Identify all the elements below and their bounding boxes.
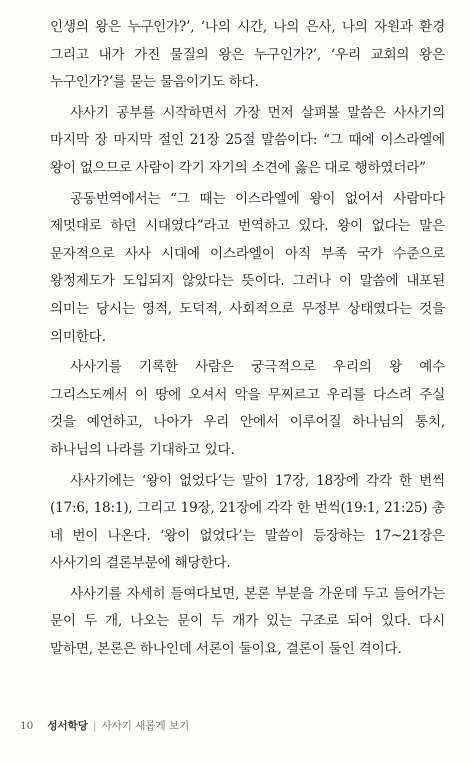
- page-footer: [20, 718, 189, 733]
- footer-separator: |: [92, 720, 97, 732]
- paragraph: 인생의 왕은 누구인가?’, ‘나의 시간, 나의 은사, 나의 자원과 환경 그리고 내가 가진 물질의 왕은 누구인가?’, ‘우리 교회의 왕은 누구인가?’를 묻는 물음이기도 하다.: [50, 19, 445, 91]
- paragraph: 사사기 공부를 시작하면서 가장 먼저 살펴볼 말씀은 사사기의 마지막 장 마지막 절인 21장 25절 말씀이다: “그 때에 이스라엘에 왕이 없으므로 사람이 각기 자기의 소견에 옳은 대로 행하였더라”: [50, 104, 445, 176]
- paragraph: 사사기를 기록한 사람은 궁극적으로 우리의 왕 예수 그리스도께서 이 땅에 오셔서 악을 무찌르고 우리를 다스려 주실 것을 예언하고, 나아가 우리 안에서 이루어질 하나님의 통치, 하나님의 나라를 기대하고 있다.: [50, 359, 445, 458]
- paragraph: 공동번역에서는 “그 때는 이스라엘에 왕이 없어서 사람마다 제멋대로 하던 시대였다”라고 번역하고 있다. 왕이 없다는 말은 문자적으로 사사 시대에 이스라엘이 아직 부족 국가 수준으로 왕정제도가 도입되지 않았다는 뜻이다. 그러나 이 말씀에 내포된 의미는 당시는 영적, 도덕적, 사회적으로 무정부 상태였다는 것을 의미한다.: [50, 190, 445, 345]
- book-title: 성서학당: [47, 720, 88, 732]
- paragraph: 사사기에는 ‘왕이 없었다’는 말이 17장, 18장에 각각 한 번씩(17:6, 18:1), 그리고 19장, 21장에 각각 한 번씩(19:1, 21:25) 총 네 번이 나온다. ‘왕이 없었다’는 말씀이 등장하는 17~21장은 사사기의 결론부분에 해당한다.: [50, 472, 445, 572]
- book-subtitle: 사사기 새롭게 보기: [101, 720, 190, 732]
- paragraph: 사사기를 자세히 들여다보면, 본론 부분을 가운데 두고 들어가는 문이 두 개, 나오는 문이 두 개가 있는 구조로 되어 있다. 다시 말하면, 본론은 하나인데 서론이 둘이요, 결론이 둘인 격이다.: [50, 585, 445, 658]
- page-body: [50, 14, 445, 667]
- page-number: 10: [20, 720, 34, 732]
